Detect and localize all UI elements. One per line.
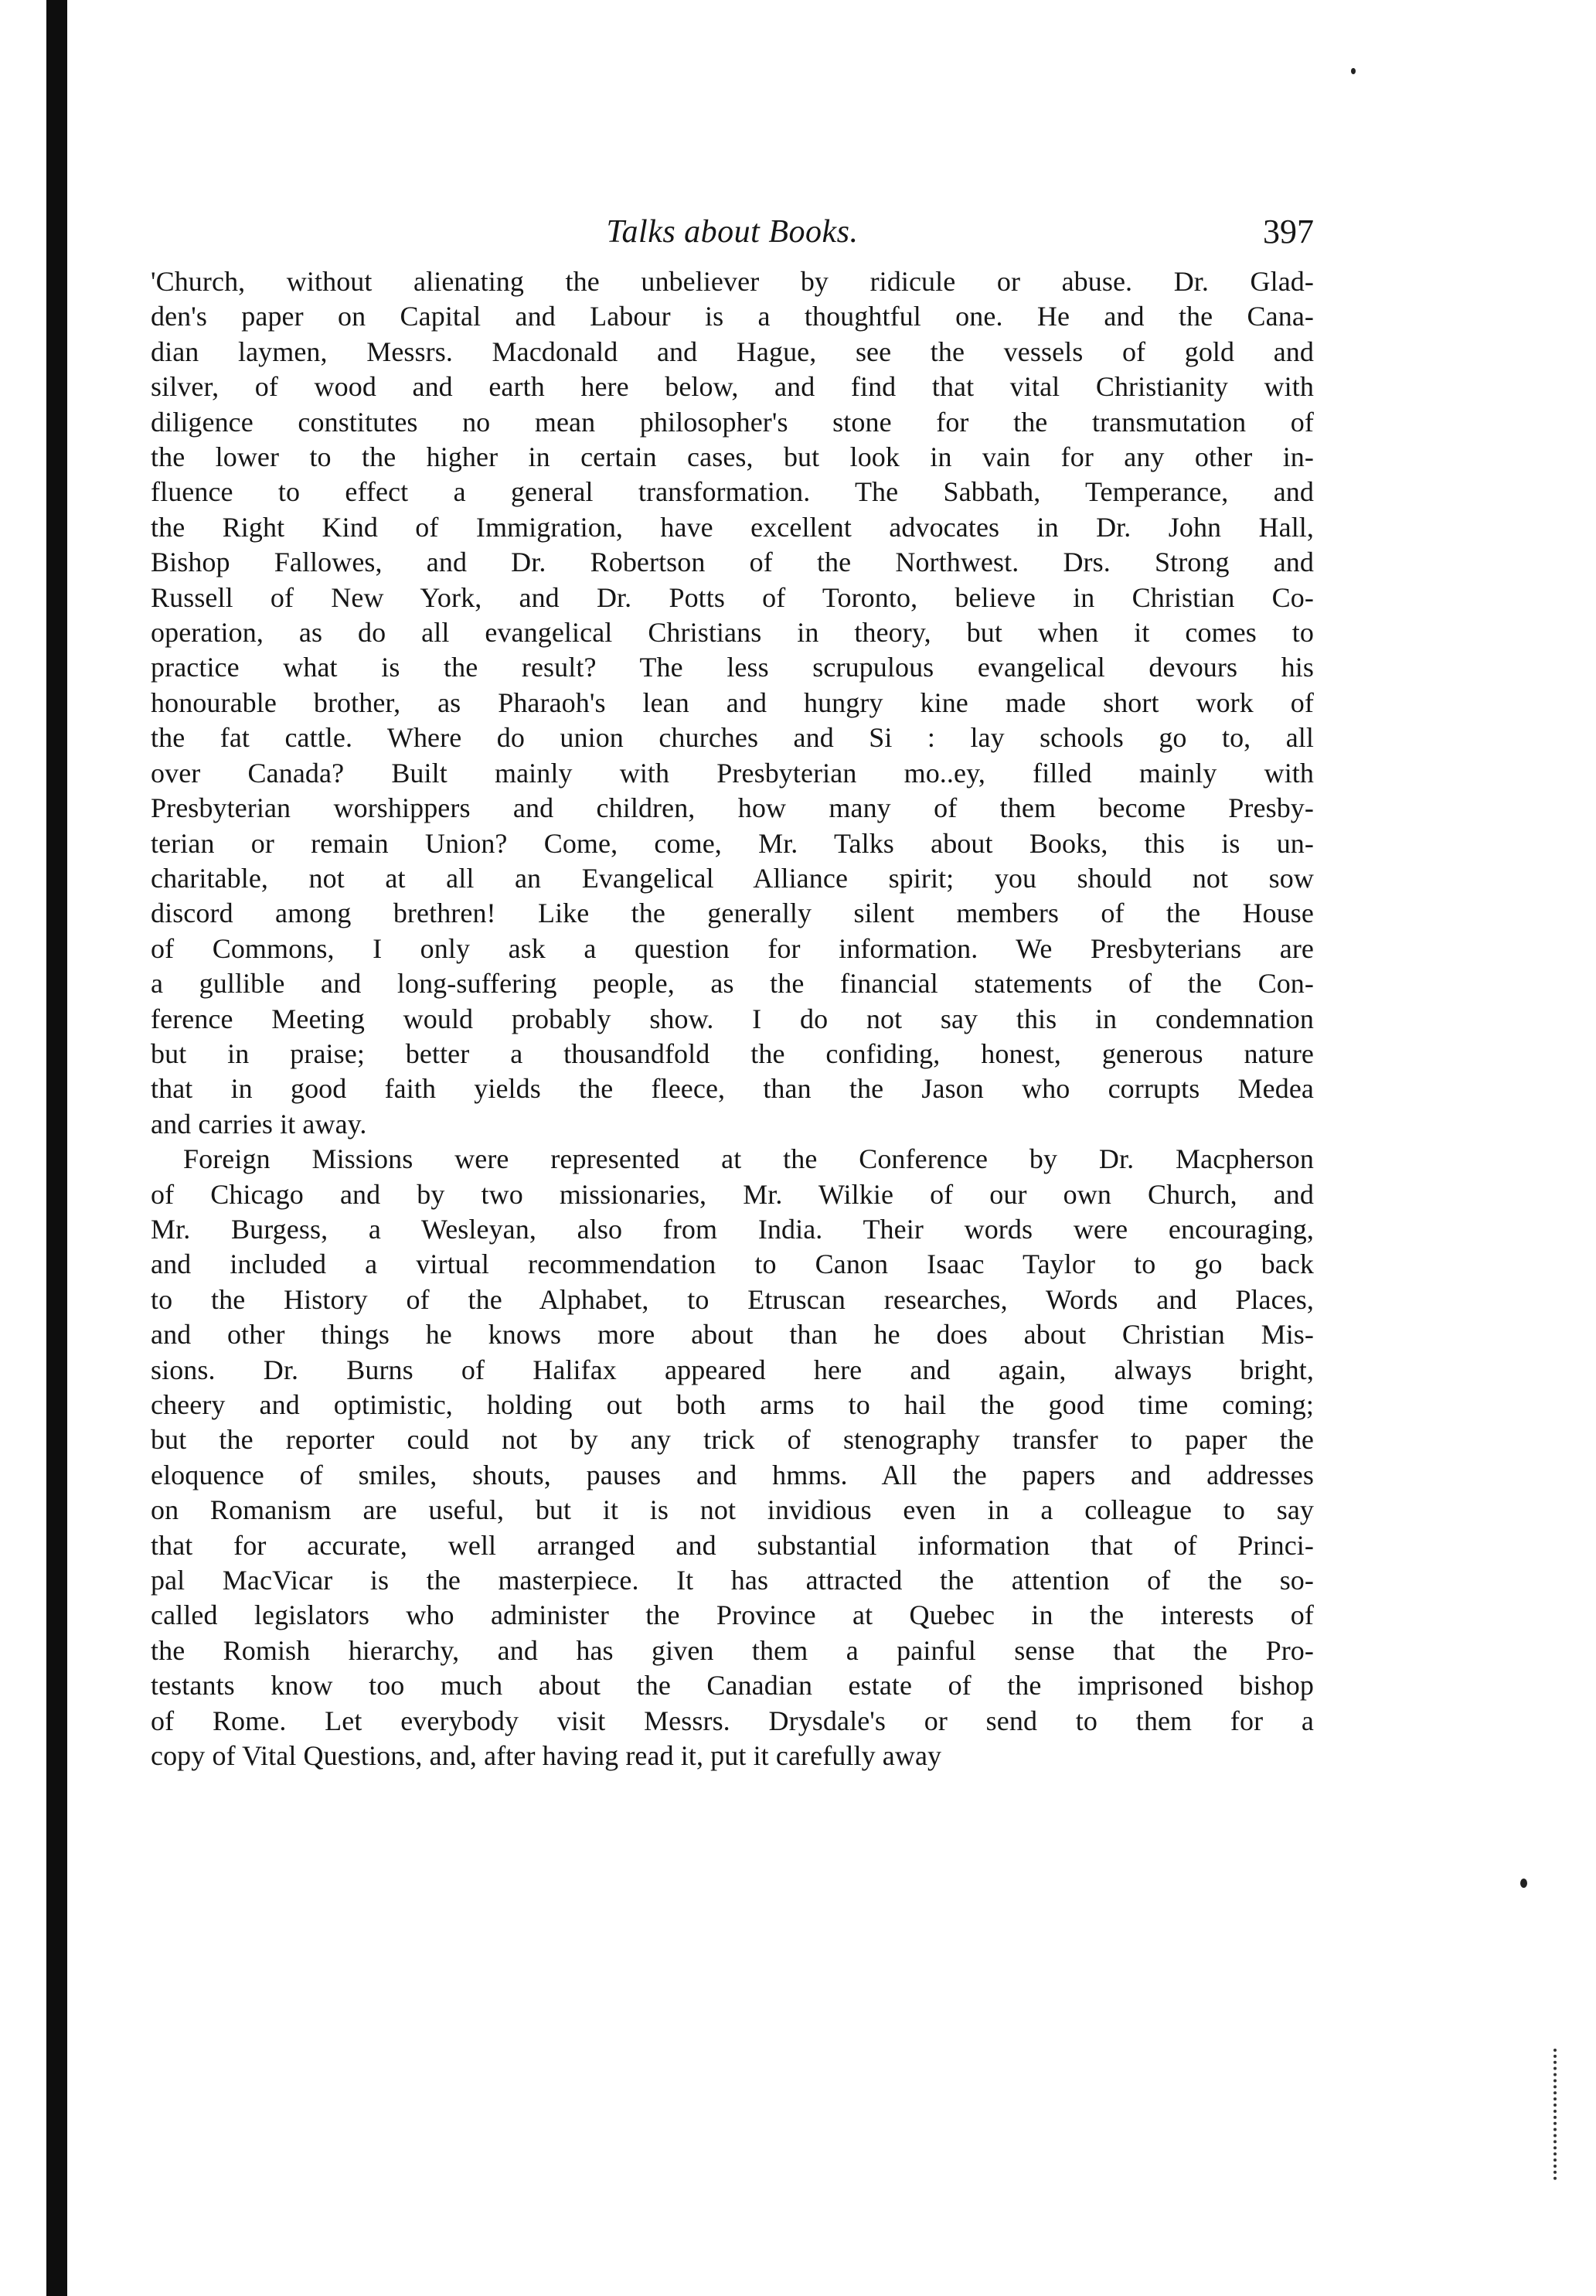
speck-mark bbox=[1520, 1879, 1527, 1888]
text-line: operation, as do all evangelical Christians in theory, but when it comes to bbox=[151, 617, 1314, 649]
text-line: den's paper on Capital and Labour is a thoughtful one. He and the Cana- bbox=[151, 301, 1314, 332]
text-line: Mr. Burgess, a Wesleyan, also from India. Their words were encouraging, bbox=[151, 1213, 1314, 1245]
text-line: copy of Vital Questions, and, after having read it, put it carefully away bbox=[151, 1740, 942, 1772]
text-line: the lower to the higher in certain cases, but look in vain for any other in- bbox=[151, 441, 1314, 473]
text-line: Foreign Missions were represented at the Conference by Dr. Macpherson bbox=[183, 1143, 1314, 1175]
text-line: of Commons, I only ask a question for information. We Presbyterians are bbox=[151, 932, 1314, 964]
paragraph-2 bbox=[151, 1142, 1314, 1773]
text-line: fluence to effect a general transformation. The Sabbath, Temperance, and bbox=[151, 476, 1314, 508]
text-line: called legislators who administer the Province at Quebec in the interests of bbox=[151, 1599, 1314, 1631]
text-line: that for accurate, well arranged and substantial information that of Princi- bbox=[151, 1529, 1314, 1561]
text-line: discord among brethren! Like the generally silent members of the House bbox=[151, 898, 1314, 929]
text-line: eloquence of smiles, shouts, pauses and hmms. All the papers and addresses bbox=[151, 1459, 1314, 1490]
text-line: over Canada? Built mainly with Presbyterian mo..ey, filled mainly with bbox=[151, 757, 1314, 789]
text-line: but in praise; better a thousandfold the confiding, honest, generous nature bbox=[151, 1037, 1314, 1069]
text-line: silver, of wood and earth here below, and find that vital Christianity with bbox=[151, 371, 1314, 403]
text-line: and other things he knows more about than he does about Christian Mis- bbox=[151, 1319, 1314, 1351]
book-page bbox=[151, 209, 1314, 1773]
edge-mark bbox=[1553, 2049, 1561, 2180]
text-line: ference Meeting would probably show. I do not say this in condemnation bbox=[151, 1003, 1314, 1034]
text-line: pal MacVicar is the masterpiece. It has attracted the attention of the so- bbox=[151, 1565, 1314, 1596]
text-line: the fat cattle. Where do union churches and Si : lay schools go to, all bbox=[151, 722, 1314, 754]
page-binding-edge bbox=[46, 0, 67, 2296]
text-line: Russell of New York, and Dr. Potts of Toronto, believe in Christian Co- bbox=[151, 581, 1314, 613]
text-line: diligence constitutes no mean philosopher's stone for the transmutation of bbox=[151, 406, 1314, 438]
text-line: and carries it away. bbox=[151, 1108, 367, 1139]
running-title: Talks about Books. bbox=[606, 214, 859, 250]
text-line: terian or remain Union? Come, come, Mr. Talks about Books, this is un- bbox=[151, 827, 1314, 859]
text-line: testants know too much about the Canadian estate of the imprisoned bishop bbox=[151, 1670, 1314, 1702]
text-line: cheery and optimistic, holding out both arms to hail the good time coming; bbox=[151, 1389, 1314, 1420]
text-line: Bishop Fallowes, and Dr. Robertson of the Northwest. Drs. Strong and bbox=[151, 547, 1314, 578]
text-line: of Rome. Let everybody visit Messrs. Drysdale's or send to them for a bbox=[151, 1705, 1314, 1736]
text-line: to the History of the Alphabet, to Etruscan researches, Words and Places, bbox=[151, 1283, 1314, 1315]
page-header bbox=[151, 209, 1314, 255]
text-line: charitable, not at all an Evangelical Alliance spirit; you should not sow bbox=[151, 862, 1314, 894]
text-line: honourable brother, as Pharaoh's lean and hungry kine made short work of bbox=[151, 686, 1314, 718]
text-line: and included a virtual recommendation to Canon Isaac Taylor to go back bbox=[151, 1248, 1314, 1280]
text-line: on Romanism are useful, but it is not invidious even in a colleague to say bbox=[151, 1494, 1314, 1526]
text-line: that in good faith yields the fleece, than the Jason who corrupts Medea bbox=[151, 1073, 1314, 1105]
text-line: a gullible and long-suffering people, as the financial statements of the Con- bbox=[151, 968, 1314, 1000]
text-line: of Chicago and by two missionaries, Mr. Wilkie of our own Church, and bbox=[151, 1178, 1314, 1210]
text-line: but the reporter could not by any trick of stenography transfer to paper the bbox=[151, 1424, 1314, 1456]
text-line: Presbyterian worshippers and children, how many of them become Presby- bbox=[151, 792, 1314, 824]
text-line: dian laymen, Messrs. Macdonald and Hague, see the vessels of gold and bbox=[151, 336, 1314, 367]
text-line: sions. Dr. Burns of Halifax appeared here and again, always bright, bbox=[151, 1354, 1314, 1385]
paragraph-1 bbox=[151, 264, 1314, 1142]
body-text bbox=[151, 264, 1314, 1773]
text-line: the Right Kind of Immigration, have excellent advocates in Dr. John Hall, bbox=[151, 511, 1314, 543]
text-line: the Romish hierarchy, and has given them a painful sense that the Pro- bbox=[151, 1634, 1314, 1666]
text-line: 'Church, without alienating the unbeliever by ridicule or abuse. Dr. Glad- bbox=[151, 266, 1314, 297]
speck-mark bbox=[1351, 68, 1356, 74]
page-number: 397 bbox=[1263, 213, 1314, 250]
text-line: practice what is the result? The less scrupulous evangelical devours his bbox=[151, 652, 1314, 683]
